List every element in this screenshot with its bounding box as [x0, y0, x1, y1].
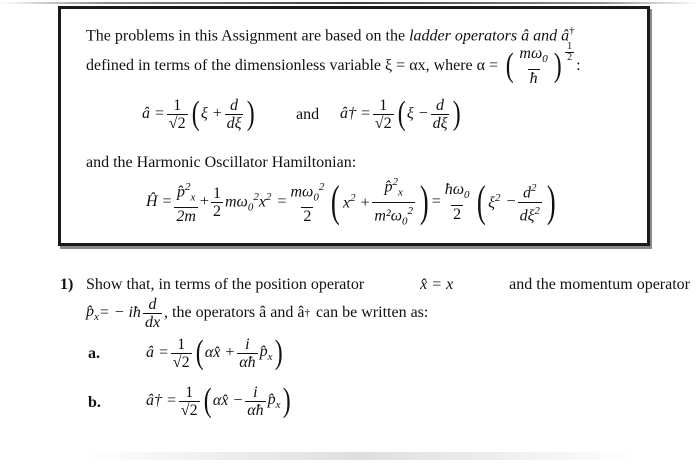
problem-number: 1) — [60, 276, 74, 293]
ladder-operators-phrase: ladder operators — [409, 27, 518, 45]
m-omega: mω — [224, 193, 248, 211]
i-numerator: i — [245, 335, 250, 353]
denominator-root2: √2 — [374, 114, 392, 132]
left-paren: ( — [331, 177, 341, 226]
plus-sign: + — [199, 193, 209, 210]
bottom-fade-rule — [80, 452, 640, 460]
p-hat: p̂ — [176, 183, 185, 201]
half-numerator: 1 — [212, 184, 221, 202]
xi-plus: ξ + — [200, 105, 223, 122]
p-hat: p̂ — [86, 302, 94, 320]
left-paren: ( — [195, 334, 204, 371]
momentum-eq: = − iħ — [98, 304, 141, 321]
left-paren: ( — [476, 177, 486, 226]
m-omega-squared-over-2: $\frac{m\omega_0^2}{2}$ — [290, 181, 325, 225]
alpha-definition-text: defined in terms of the dimensionless variable ξ = αx, where α = — [86, 57, 499, 74]
a-hat-definition — [142, 92, 257, 136]
exponent-half — [565, 42, 574, 63]
one-over-root2 — [373, 97, 394, 132]
i-over-alpha-hbar — [237, 336, 257, 371]
p-hat: p̂ — [384, 178, 393, 196]
denominator-root2: √2 — [180, 401, 198, 419]
dxi-denominator: dξ — [519, 206, 535, 224]
second-derivative: $\frac{d^2}{d\xi^2}$ — [519, 182, 540, 224]
denominator-root2: √2 — [172, 353, 190, 371]
intro-line-2 — [86, 41, 581, 87]
x-variable: x — [258, 193, 266, 211]
part-b-label: b. — [88, 394, 101, 411]
left-paren: ( — [203, 382, 212, 419]
x-hat-eq: x̂ = x — [420, 276, 454, 293]
p-hat: p̂ — [259, 342, 268, 360]
a-dagger-lhs: â† = — [340, 105, 371, 122]
xi-minus: ξ − — [406, 105, 429, 122]
intro-line-1 — [86, 22, 575, 45]
numerator-one: 1 — [177, 335, 186, 353]
d-dxi-fraction — [431, 97, 450, 132]
alpha-x-minus: αx̂ − — [212, 392, 244, 409]
hamiltonian-label: and the Harmonic Oscillator Hamiltonian: — [86, 154, 357, 171]
left-paren: ( — [191, 95, 200, 132]
a-dagger-lhs: â† = — [146, 392, 177, 409]
d-numerator: d — [435, 96, 444, 114]
one-half — [211, 185, 223, 220]
alpha-x-plus: αx̂ + — [204, 344, 236, 361]
right-paren: ) — [419, 177, 429, 226]
one-over-root2 — [179, 384, 200, 419]
right-paren: ) — [274, 334, 283, 371]
p-squared-over-2m — [174, 179, 198, 225]
dxi-denominator: dξ — [226, 114, 242, 132]
one-over-root2 — [171, 336, 192, 371]
denominator-two: 2 — [453, 205, 462, 223]
a-dagger-definition — [340, 92, 463, 136]
hbar-omega: ħω — [444, 181, 465, 199]
alpha-hbar-denominator: αħ — [239, 353, 256, 371]
hamiltonian-equation: Ĥ = $\frac{p̂^2_x}{2m}$ + $\frac{1}{2}$ $m\omega_0^2x^2$ = $\frac{m\omega_0^2}{2}$ ( $x^2$ + $\frac{p̂^2_x}{m^2\omega_0^2}$ ) = $\frac{ħ\omega_0}{2}$ ( $\xi^2$ − $\frac{d^2}{d\xi^2}$ ) — [146, 174, 559, 230]
problem-text-c: , the operators â and â — [164, 304, 305, 321]
alpha-numerator: mω — [519, 45, 543, 63]
exponent-numerator: 1 — [567, 41, 573, 52]
equals-sign: = — [277, 193, 287, 210]
alpha-denominator: ħ — [529, 69, 538, 87]
one-over-root2 — [167, 97, 188, 132]
subscript-x: x — [190, 191, 196, 204]
two-m: 2m — [176, 207, 196, 225]
m2-omega2: m²ω — [374, 206, 403, 224]
a-hat-lhs: â = — [142, 105, 165, 122]
d-numerator: d — [229, 96, 238, 114]
h-hat-lhs: Ĥ = — [146, 193, 173, 210]
half-denominator: 2 — [212, 202, 221, 220]
i-numerator: i — [253, 383, 258, 401]
superscript-2: 2 — [184, 181, 191, 194]
exponent-denominator: 2 — [567, 52, 573, 63]
d-dxi-fraction — [225, 97, 244, 132]
right-paren: ) — [553, 47, 562, 84]
problem-text-b: and the momentum operator — [509, 276, 690, 293]
minus-sign: − — [506, 193, 516, 210]
subscript-x: x — [94, 311, 99, 324]
colon: : — [576, 57, 581, 74]
right-paren: ) — [247, 95, 256, 132]
problem-text-a: Show that, in terms of the position operator — [86, 276, 365, 293]
and-word: and — [296, 106, 320, 123]
top-rule — [0, 2, 700, 4]
p-hat: p̂ — [267, 390, 276, 408]
left-paren: ( — [397, 95, 406, 132]
intro-text: The problems in this Assignment are based on the — [86, 27, 406, 45]
problem-line-2: $p̂_x$ = − iħ $\frac{d}{dx}$ , the operators â and â † can be written as: — [86, 295, 429, 331]
i-over-alpha-hbar — [245, 384, 265, 419]
p-over-m-omega: $\frac{p̂^2_x}{m^2\omega_0^2}$ — [372, 174, 415, 230]
alpha-fraction — [517, 45, 549, 86]
numerator-one: 1 — [185, 383, 194, 401]
operator-symbols: â and â — [521, 27, 570, 45]
part-a-equation: â = $\frac{1}{√2}$ ( αx̂ + $\frac{i}{\alpha ħ}$ $p̂_x$ ) — [146, 334, 283, 371]
problem-line-1 — [86, 276, 690, 294]
alpha-hbar-denominator: αħ — [247, 401, 264, 419]
right-paren: ) — [282, 382, 291, 419]
a-hat-lhs: â = — [146, 344, 169, 361]
d-numerator: d — [148, 295, 157, 313]
part-a-label: a. — [88, 345, 100, 362]
denominator-root2: √2 — [168, 114, 186, 132]
dx-denominator: dx — [144, 313, 161, 331]
xi-term: ξ — [488, 194, 496, 212]
right-paren: ) — [546, 177, 556, 226]
numerator-one: 1 — [173, 96, 182, 114]
dagger-symbol: † — [569, 25, 575, 37]
numerator-one: 1 — [379, 96, 388, 114]
denominator-two: 2 — [303, 207, 312, 225]
right-paren: ) — [453, 95, 462, 132]
d-numerator: d — [522, 184, 531, 202]
m-omega-num: mω — [290, 183, 314, 201]
omega-subscript: 0 — [542, 53, 548, 66]
dxi-denominator: dξ — [432, 114, 448, 132]
equals-sign: = — [431, 193, 441, 210]
problem-text-d: can be written as: — [315, 304, 429, 321]
x-term: x — [342, 194, 351, 212]
left-paren: ( — [505, 47, 514, 84]
d-dx-fraction — [143, 296, 162, 331]
hbar-omega-over-2: $\frac{ħ\omega_0}{2}$ — [444, 181, 470, 223]
part-b-equation: â† = $\frac{1}{√2}$ ( αx̂ − $\frac{i}{\alpha ħ}$ $p̂_x$ ) — [146, 382, 291, 419]
